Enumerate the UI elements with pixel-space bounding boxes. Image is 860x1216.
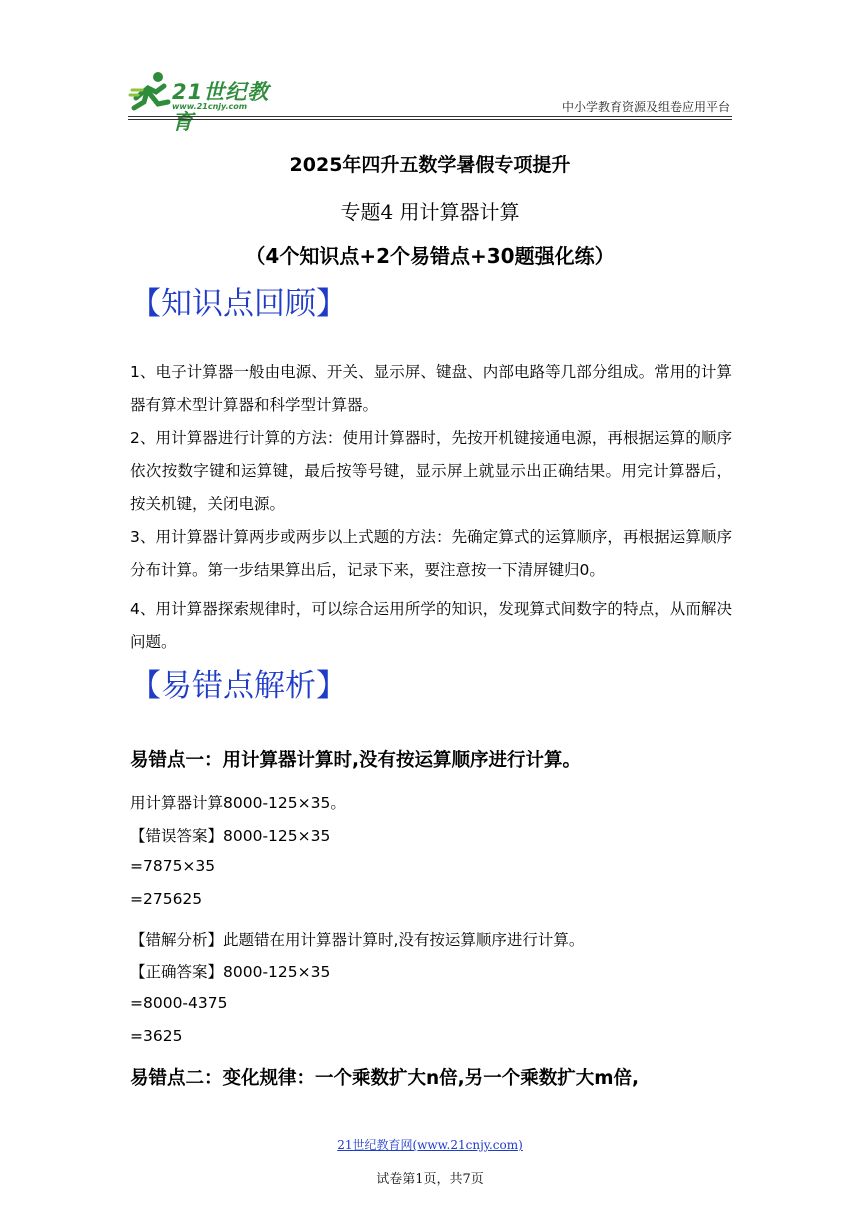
knowledge-review-heading: 【知识点回顾】 xyxy=(130,286,347,322)
document-title: 2025年四升五数学暑假专项提升 xyxy=(289,154,571,176)
logo xyxy=(128,68,278,134)
error1-correct-step1: =8000-4375 xyxy=(130,994,228,1012)
runner-logo-icon xyxy=(128,68,172,114)
document-subtitle: 专题4 用计算器计算 xyxy=(340,200,520,224)
error1-correct-answer: 【正确答案】8000-125×35 xyxy=(130,963,331,981)
error-point-2-title: 易错点二：变化规律：一个乘数扩大n倍,另一个乘数扩大m倍, xyxy=(130,1068,640,1089)
error1-question: 用计算器计算8000-125×35。 xyxy=(130,794,346,812)
document-scope: （4个知识点+2个易错点+30题强化练） xyxy=(245,244,615,268)
header-divider xyxy=(128,116,732,117)
footer-site-link[interactable]: 21世纪教育网(www.21cnjy.com) xyxy=(337,1138,523,1152)
error1-wrong-answer: 【错误答案】8000-125×35 xyxy=(130,827,331,845)
knowledge-point-2: 2、用计算器进行计算的方法：使用计算器时，先按开机键接通电源，再根据运算的顺序依次按数字键和运算键，最后按等号键，显示屏上就显示出正确结果。用完计算器后，按关机键，关闭电源。 xyxy=(130,429,732,513)
error-analysis-heading: 【易错点解析】 xyxy=(130,668,347,704)
error1-correct-step2: =3625 xyxy=(130,1027,183,1045)
knowledge-point-1: 1、电子计算器一般由电源、开关、显示屏、键盘、内部电路等几部分组成。常用的计算器有算术型计算器和科学型计算器。 xyxy=(130,363,732,414)
logo-url: www.21cnjy.com xyxy=(172,102,248,111)
page-header xyxy=(128,62,732,134)
knowledge-point-4: 4、用计算器探索规律时，可以综合运用所学的知识，发现算式间数字的特点，从而解决问题。 xyxy=(130,600,732,651)
error1-wrong-step1: =7875×35 xyxy=(130,857,216,875)
header-divider-secondary xyxy=(128,119,732,120)
error1-wrong-step2: =275625 xyxy=(130,890,203,908)
header-tagline: 中小学教育资源及组卷应用平台 xyxy=(561,100,730,114)
footer-page-number: 试卷第1页，共7页 xyxy=(376,1172,484,1187)
error1-analysis: 【错解分析】此题错在用计算器计算时,没有按运算顺序进行计算。 xyxy=(130,931,585,949)
knowledge-point-3: 3、用计算器计算两步或两步以上式题的方法：先确定算式的运算顺序，再根据运算顺序分布计算。第一步结果算出后，记录下来，要注意按一下清屏键归0。 xyxy=(130,528,732,579)
error-point-1-title: 易错点一：用计算器计算时,没有按运算顺序进行计算。 xyxy=(130,750,582,771)
logo-text: 21世纪教育 xyxy=(172,80,270,134)
